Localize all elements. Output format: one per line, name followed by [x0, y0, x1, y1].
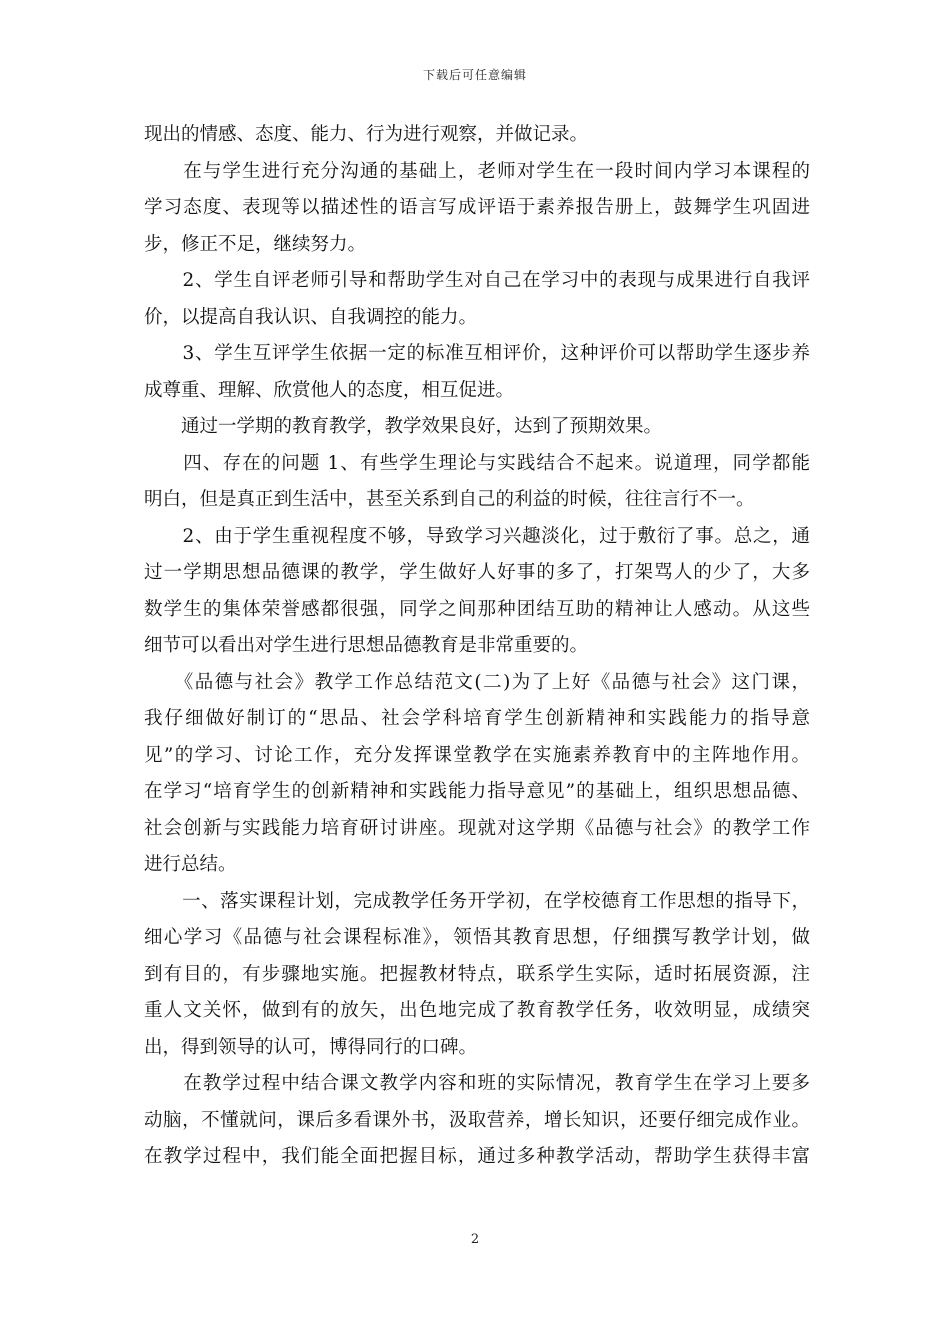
- page-number: 2: [470, 1232, 480, 1247]
- text-line: 出，得到领导的认可，博得同行的口碑。: [144, 1036, 478, 1058]
- text-line: 成尊重、理解、欣赏他人的态度，相互促进。: [144, 379, 515, 401]
- text-line: 数学生的集体荣誉感都很强，同学之间那种团结互助的精神让人感动。从这些: [144, 598, 810, 620]
- text-line: 我仔细做好制订的“思品、社会学科培育学生创新精神和实践能力的指导意: [144, 708, 810, 729]
- text-line: 在学习“培育学生的创新精神和实践能力指导意见”的基础上，组织思想品德、: [144, 781, 810, 802]
- text-line: 明白，但是真正到生活中，甚至关系到自己的利益的时候，往往言行不一。: [144, 489, 755, 510]
- text-line: 过一学期思想品德课的教学，学生做好人好事的多了，打架骂人的少了，大多: [144, 562, 810, 583]
- text-line: 社会创新与实践能力培育研讨讲座。现就对这学期《品德与社会》的教学工作: [144, 817, 810, 839]
- text-line: 《品德与社会》教学工作总结范文(二)为了上好《品德与社会》这门课，: [144, 671, 810, 693]
- text-line: 到有目的，有步骤地实施。把握教材特点，联系学生实际，适时拓展资源，注: [144, 963, 810, 985]
- text-line: 价，以提高自我认识、自我调控的能力。: [144, 306, 478, 328]
- text-line: 2、由于学生重视程度不够，导致学习兴趣淡化，过于敷衍了事。总之，通: [144, 525, 810, 547]
- text-line: 四、存在的问题 1、有些学生理论与实践结合不起来。说道理，同学都能: [144, 452, 810, 474]
- text-line: 在教学过程中结合课文教学内容和班的实际情况，教育学生在学习上要多: [144, 1073, 810, 1094]
- page-header: 下载后可任意编辑: [422, 68, 527, 82]
- text-line: 步，修正不足，继续努力。: [144, 233, 367, 255]
- text-line: 现出的情感、态度、能力、行为进行观察，并做记录。: [144, 124, 589, 145]
- text-line: 2、学生自评老师引导和帮助学生对自己在学习中的表现与成果进行自我评: [144, 270, 810, 291]
- text-line: 在教学过程中，我们能全面把握目标，通过多种教学活动，帮助学生获得丰富: [144, 1146, 810, 1167]
- text-line: 细节可以看出对学生进行思想品德教育是非常重要的。: [144, 635, 589, 656]
- document-body: [144, 117, 810, 1176]
- text-line: 重人文关怀，做到有的放矢，出色地完成了教育教学任务，收效明显，成绩突: [144, 1000, 810, 1021]
- text-line: 细心学习《品德与社会课程标准》，领悟其教育思想，仔细撰写教学计划，做: [144, 927, 810, 948]
- text-line: 学习态度、表现等以描述性的语言写成评语于素养报告册上，鼓舞学生巩固进: [144, 197, 810, 218]
- text-line: 见”的学习、讨论工作，充分发挥课堂教学在实施素养教育中的主阵地作用。: [144, 744, 810, 766]
- text-line: 动脑，不懂就问，课后多看课外书，汲取营养，增长知识，还要仔细完成作业。: [144, 1109, 810, 1131]
- text-line: 3、学生互评学生依据一定的标准互相评价，这种评价可以帮助学生逐步养: [144, 343, 810, 364]
- text-line: 在与学生进行充分沟通的基础上，老师对学生在一段时间内学习本课程的: [144, 160, 810, 182]
- text-line: 进行总结。: [144, 854, 237, 875]
- text-line: 一、落实课程计划，完成教学任务开学初，在学校德育工作思想的指导下，: [144, 890, 810, 912]
- text-line: 通过一学期的教育教学，教学效果良好，达到了预期效果。: [144, 416, 663, 437]
